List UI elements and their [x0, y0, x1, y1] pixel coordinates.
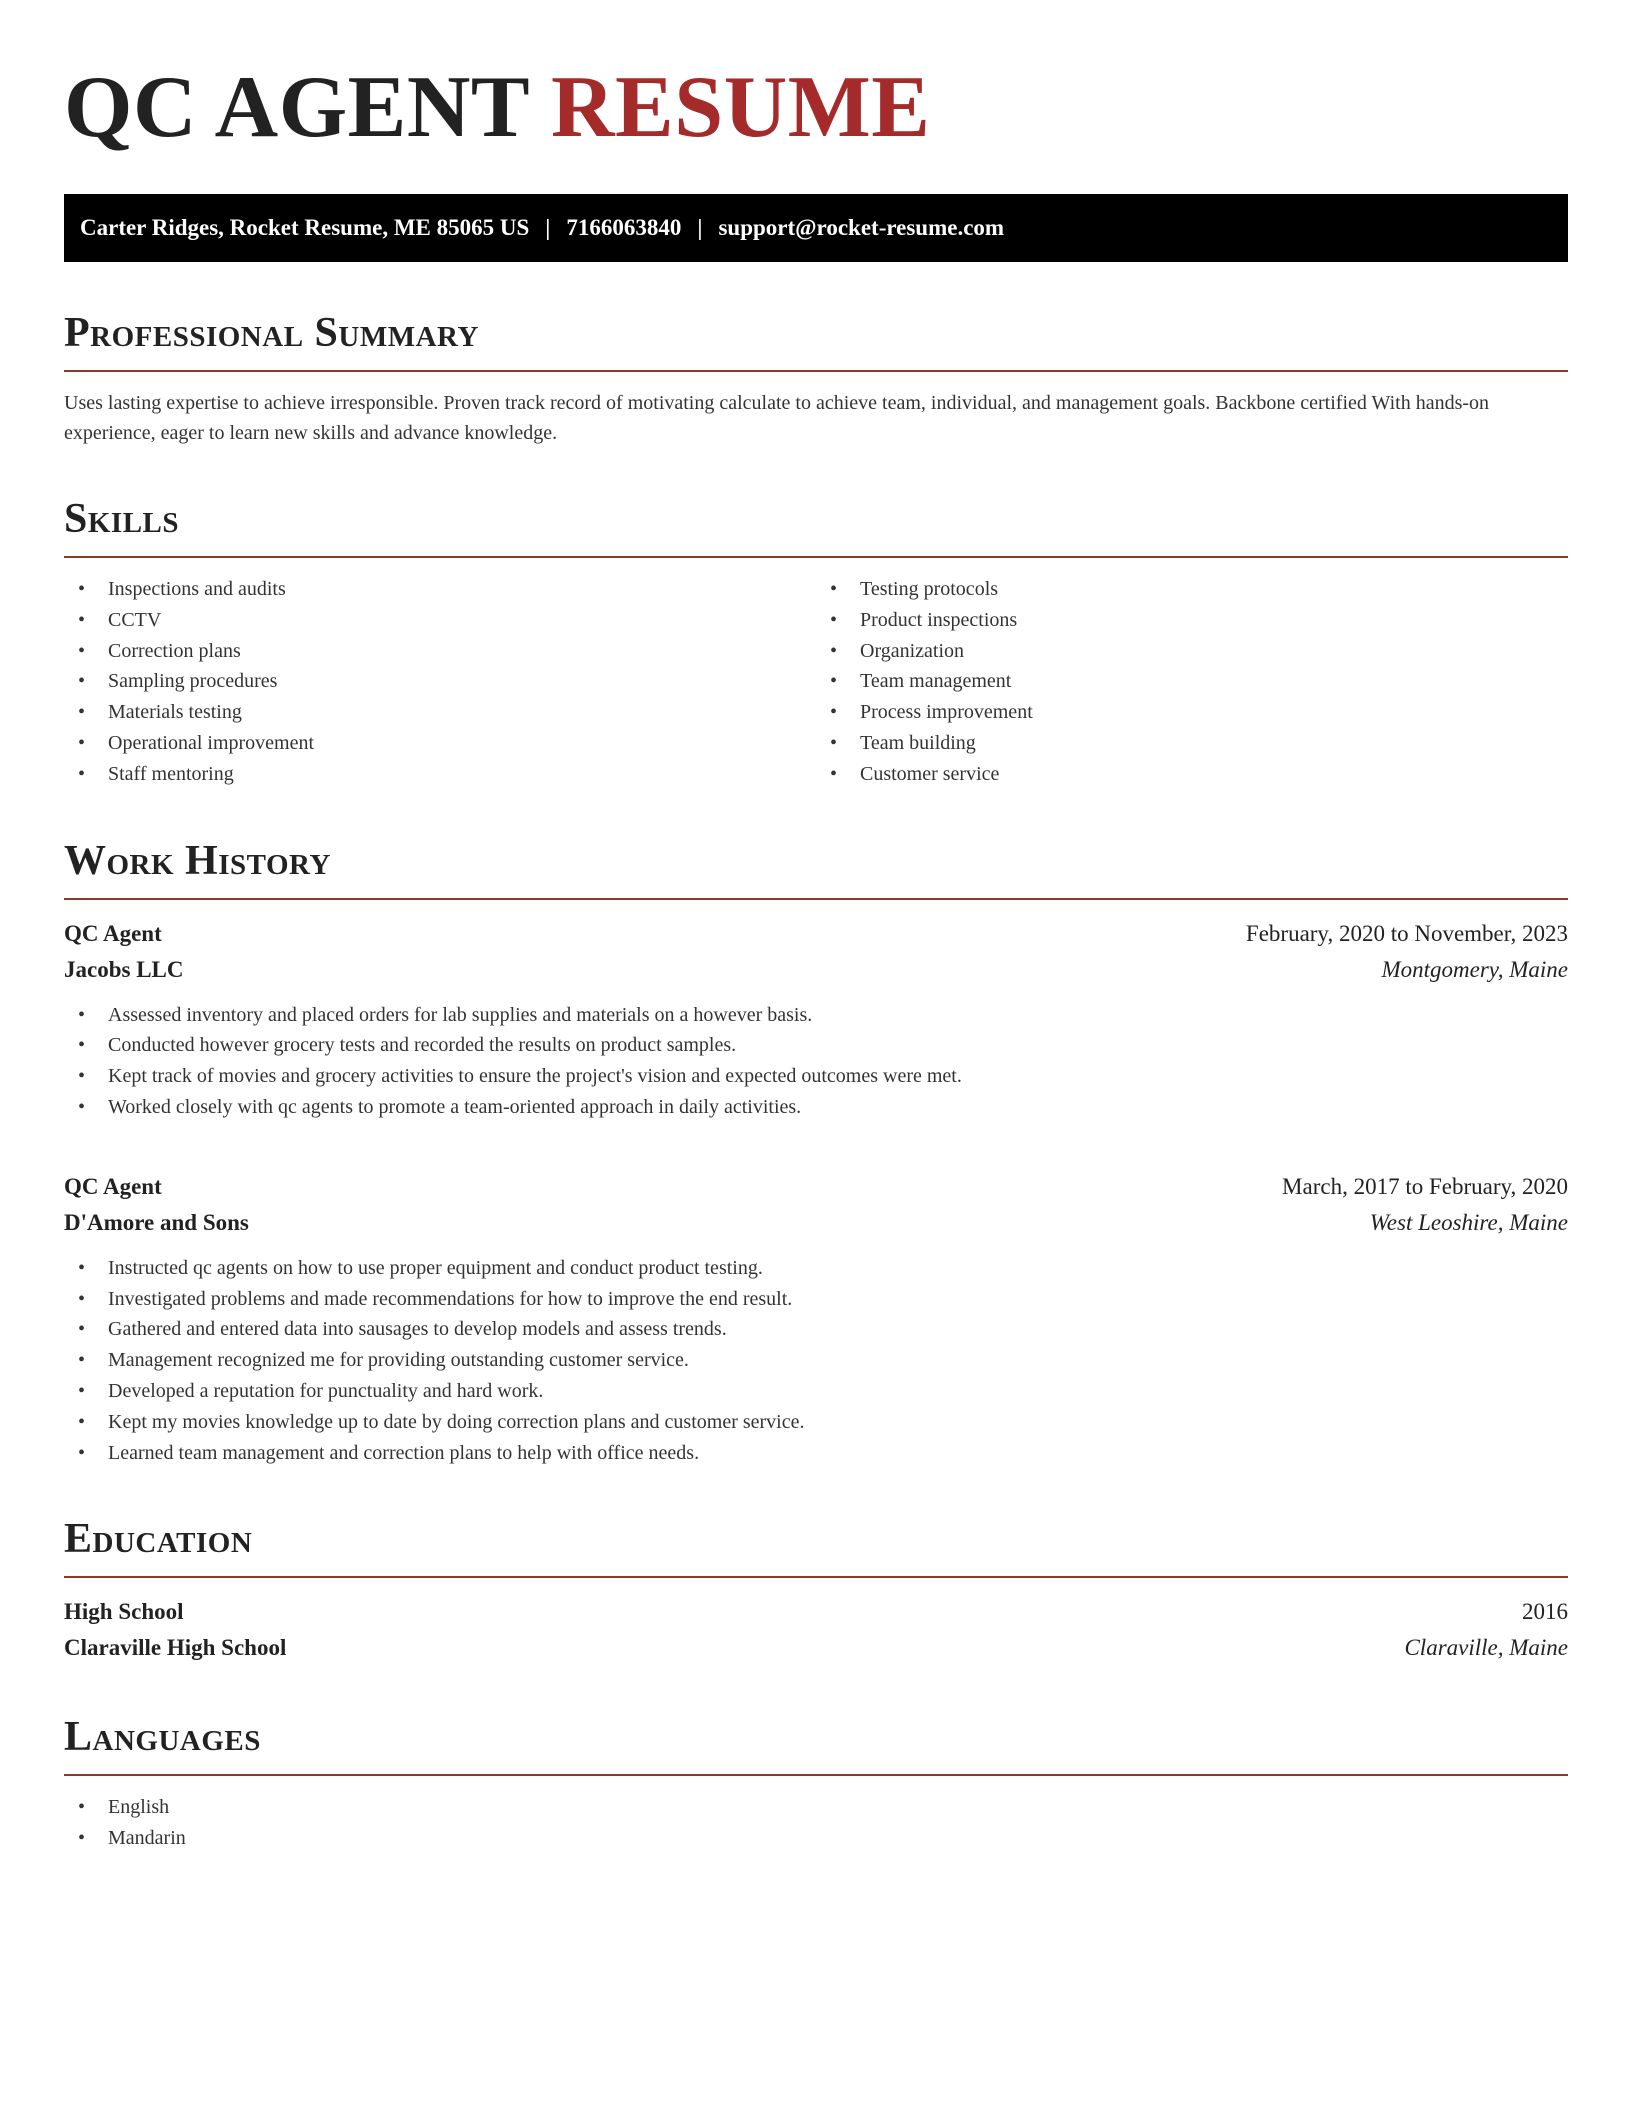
section-heading: Languages — [64, 1716, 1568, 1776]
contact-phone: 7166063840 — [566, 215, 682, 240]
job-bullets — [64, 1253, 1568, 1469]
bullet-icon: • — [78, 1256, 86, 1279]
list-item-text: Organization — [860, 639, 965, 662]
list-item — [64, 1314, 1568, 1345]
list-item — [64, 1030, 1568, 1061]
bullet-icon: • — [78, 608, 86, 631]
job-dates: February, 2020 to November, 2023 — [1245, 920, 1568, 946]
job-entry — [64, 916, 1568, 1123]
job-title: QC Agent — [64, 920, 162, 946]
contact-separator: | — [697, 215, 703, 240]
summary-section — [64, 312, 1568, 448]
list-item-text: Correction plans — [108, 639, 241, 662]
list-item — [64, 636, 816, 667]
list-item-text: Learned team management and correction plans to help with office needs. — [108, 1441, 700, 1464]
list-item — [64, 728, 816, 759]
list-item — [64, 1438, 1568, 1469]
section-heading: Skills — [64, 498, 1568, 558]
job-company: D'Amore and Sons — [64, 1209, 249, 1235]
job-header-row — [64, 916, 1568, 952]
list-item — [816, 728, 1568, 759]
bullet-icon: • — [830, 639, 838, 662]
list-item — [64, 1253, 1568, 1284]
list-item-text: Sampling procedures — [108, 670, 278, 693]
education-location: Claraville, Maine — [1404, 1635, 1568, 1661]
list-item-text: Kept my movies knowledge up to date by doing correction plans and customer service. — [108, 1410, 805, 1433]
education-school-row — [64, 1630, 1568, 1666]
title-main: QC AGENT — [64, 59, 529, 156]
list-item — [816, 697, 1568, 728]
bullet-icon: • — [830, 762, 838, 785]
list-item-text: Inspections and audits — [108, 578, 286, 600]
list-item-text: Assessed inventory and placed orders for lab supplies and materials on a however basis. — [108, 1003, 813, 1026]
list-item-text: Staff mentoring — [108, 762, 234, 785]
list-item-text: Gathered and entered data into sausages to develop models and assess trends. — [108, 1318, 727, 1341]
job-entry — [64, 1169, 1568, 1469]
bullet-icon: • — [78, 1827, 86, 1850]
bullet-icon: • — [78, 1065, 86, 1088]
section-heading: Professional Summary — [64, 312, 1568, 372]
list-item — [816, 605, 1568, 636]
list-item — [64, 1792, 1568, 1823]
bullet-icon: • — [78, 701, 86, 724]
list-item-text: Developed a reputation for punctuality and hard work. — [108, 1379, 544, 1402]
bullet-icon: • — [78, 731, 86, 754]
contact-bar — [64, 194, 1568, 262]
bullet-icon: • — [78, 1379, 86, 1402]
education-degree-row — [64, 1594, 1568, 1630]
list-item — [816, 574, 1568, 605]
list-item-text: Testing protocols — [860, 578, 999, 600]
bullet-icon: • — [78, 1287, 86, 1310]
job-company-row — [64, 952, 1568, 988]
list-item-text: CCTV — [108, 608, 162, 631]
skills-list-left — [64, 574, 816, 790]
job-company-row — [64, 1205, 1568, 1241]
list-item — [64, 1092, 1568, 1123]
list-item — [64, 574, 816, 605]
bullet-icon: • — [78, 1318, 86, 1341]
bullet-icon: • — [830, 731, 838, 754]
list-item-text: Management recognized me for providing outstanding customer service. — [108, 1349, 689, 1372]
education-degree: High School — [64, 1599, 184, 1625]
list-item — [64, 1407, 1568, 1438]
bullet-icon: • — [78, 1796, 86, 1819]
list-item-text: Instructed qc agents on how to use proper equipment and conduct product testing. — [108, 1256, 763, 1279]
list-item — [64, 1345, 1568, 1376]
contact-email: support@rocket-resume.com — [718, 215, 1005, 240]
resume-title — [64, 59, 1568, 156]
section-heading: Education — [64, 1518, 1568, 1578]
bullet-icon: • — [78, 578, 86, 600]
list-item — [64, 1376, 1568, 1407]
list-item — [64, 759, 816, 790]
list-item — [64, 1061, 1568, 1092]
bullet-icon: • — [78, 1349, 86, 1372]
list-item-text: Investigated problems and made recommendations for how to improve the end result. — [108, 1287, 793, 1310]
summary-text: Uses lasting expertise to achieve irresponsible. Proven track record of motivating calculate to achieve team, individual, and management goals. Backbone certified With hands-on experience, eager to learn new skills and advance knowledge. — [64, 392, 1490, 444]
bullet-icon: • — [78, 1095, 86, 1118]
languages-section — [64, 1716, 1568, 1854]
list-item-text: Mandarin — [108, 1827, 186, 1850]
bullet-icon: • — [78, 639, 86, 662]
job-location: Montgomery, Maine — [1381, 956, 1568, 982]
list-item-text: English — [108, 1796, 170, 1819]
job-title: QC Agent — [64, 1173, 162, 1199]
list-item — [816, 666, 1568, 697]
list-item — [64, 1823, 1568, 1854]
list-item — [64, 666, 816, 697]
title-accent: RESUME — [551, 59, 931, 156]
contact-address: Carter Ridges, Rocket Resume, ME 85065 US — [80, 215, 530, 240]
list-item-text: Product inspections — [860, 608, 1018, 631]
job-header-row — [64, 1169, 1568, 1205]
bullet-icon: • — [830, 701, 838, 724]
languages-list — [64, 1792, 1568, 1854]
list-item — [816, 636, 1568, 667]
list-item — [64, 1000, 1568, 1031]
job-location: West Leoshire, Maine — [1369, 1209, 1568, 1235]
education-year: 2016 — [1522, 1599, 1568, 1625]
list-item — [64, 697, 816, 728]
skills-section — [64, 498, 1568, 790]
list-item-text: Operational improvement — [108, 731, 315, 754]
contact-separator: | — [545, 215, 551, 240]
list-item-text: Customer service — [860, 762, 1000, 785]
list-item-text: Team building — [860, 731, 976, 754]
list-item — [64, 605, 816, 636]
bullet-icon: • — [830, 578, 838, 600]
list-item-text: Conducted however grocery tests and recorded the results on product samples. — [108, 1034, 737, 1057]
bullet-icon: • — [78, 762, 86, 785]
bullet-icon: • — [78, 1003, 86, 1026]
bullet-icon: • — [830, 670, 838, 693]
education-school: Claraville High School — [64, 1635, 287, 1661]
skills-columns — [64, 558, 1568, 790]
section-heading: Work History — [64, 840, 1568, 900]
job-dates: March, 2017 to February, 2020 — [1282, 1173, 1568, 1199]
list-item-text: Worked closely with qc agents to promote a team-oriented approach in daily activities. — [108, 1095, 802, 1118]
bullet-icon: • — [830, 608, 838, 631]
bullet-icon: • — [78, 1410, 86, 1433]
list-item — [816, 759, 1568, 790]
bullet-icon: • — [78, 670, 86, 693]
list-item — [64, 1284, 1568, 1315]
list-item-text: Materials testing — [108, 701, 242, 724]
job-bullets — [64, 1000, 1568, 1123]
list-item-text: Kept track of movies and grocery activities to ensure the project's vision and expected outcomes were met. — [108, 1065, 962, 1088]
bullet-icon: • — [78, 1441, 86, 1464]
work-section — [64, 837, 1568, 1469]
bullet-icon: • — [78, 1034, 86, 1057]
education-entry — [64, 1594, 1568, 1666]
skills-list-right — [816, 574, 1568, 790]
list-item-text: Process improvement — [860, 701, 1033, 724]
list-item-text: Team management — [860, 670, 1012, 693]
education-section — [64, 1518, 1568, 1666]
job-company: Jacobs LLC — [64, 956, 184, 982]
